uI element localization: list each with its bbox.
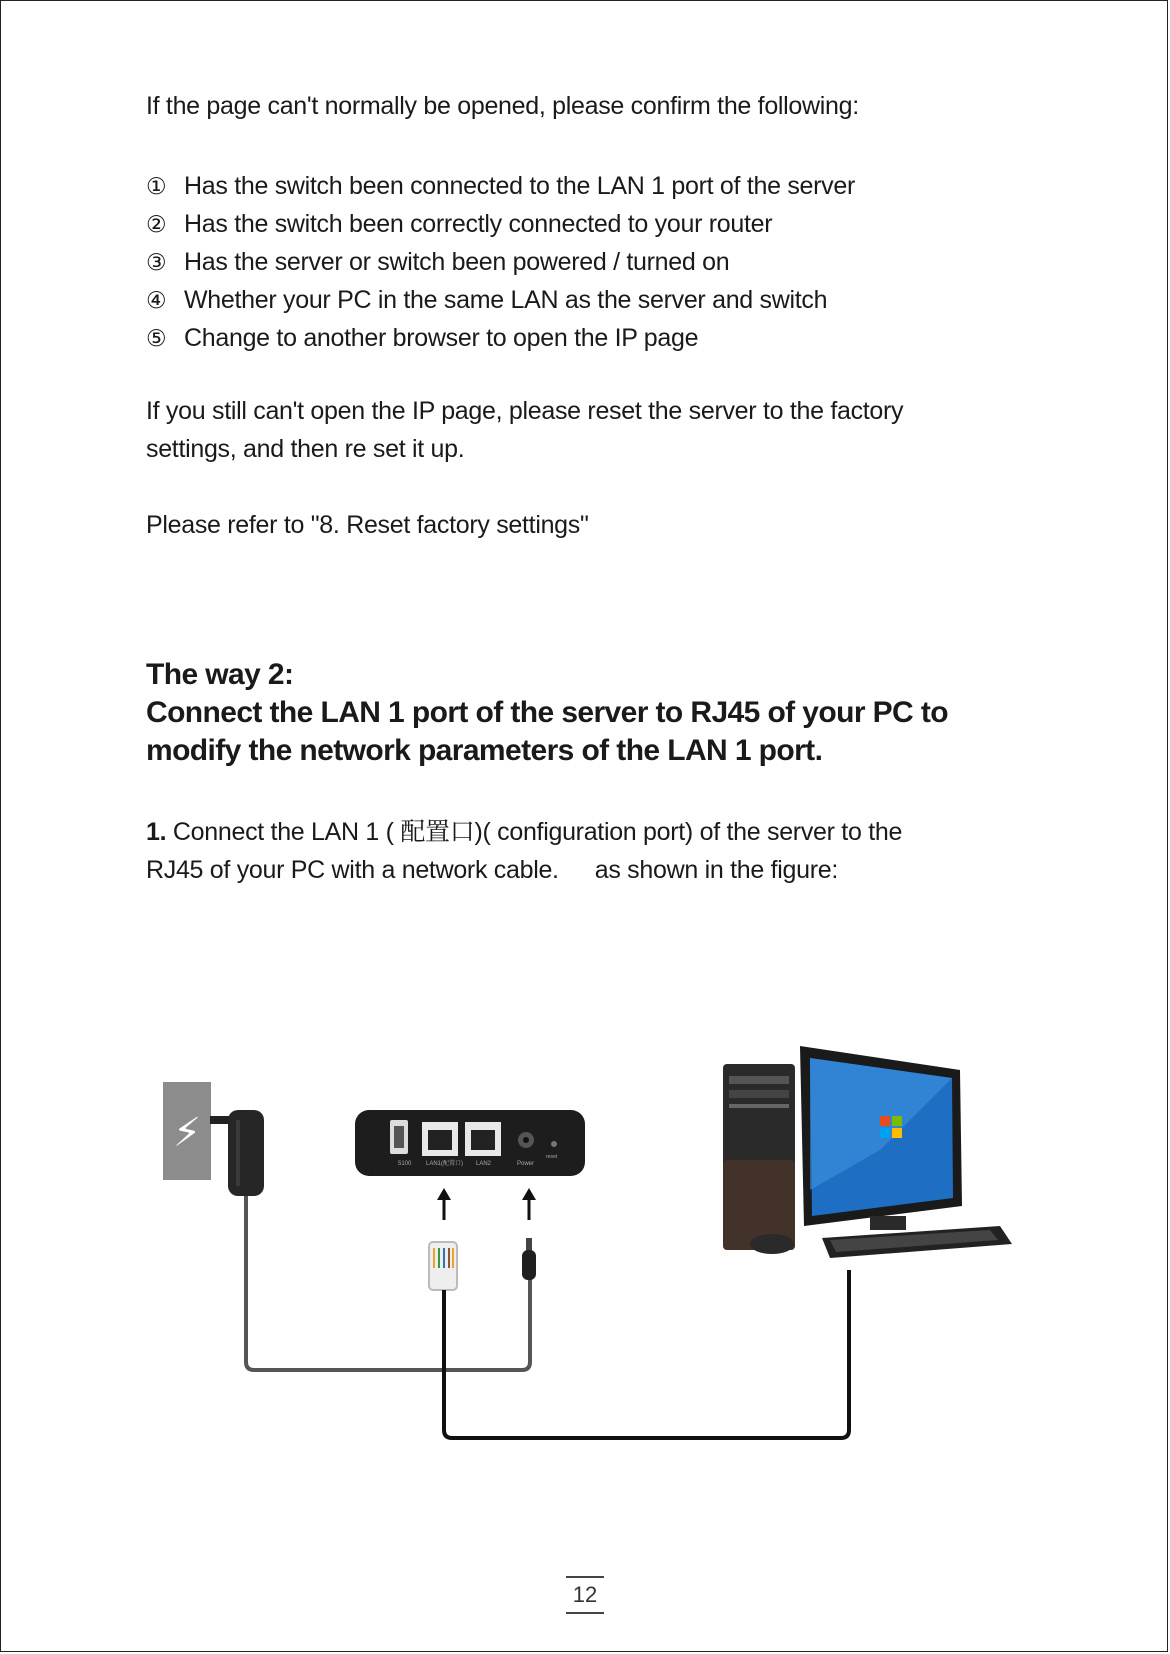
section-subtitle-line2: modify the network parameters of the LAN 1 port. (146, 734, 823, 767)
list-item (146, 281, 855, 319)
reset-note-line2: settings, and then re set it up. (146, 435, 465, 463)
list-item (146, 319, 855, 357)
port-label: LAN1(配置口) (426, 1161, 464, 1167)
step-1 (146, 813, 902, 889)
list-number: ③ (146, 248, 167, 275)
step-1-text-b: as shown in the figure: (594, 856, 838, 884)
connection-diagram (140, 1030, 1020, 1450)
section-heading (146, 656, 948, 770)
power-cable (246, 1196, 530, 1370)
port-label: LAN2 (476, 1161, 492, 1167)
list-number: ④ (146, 286, 167, 313)
section-title: The way 2: (146, 658, 294, 691)
list-number: ① (146, 172, 167, 199)
list-text: Has the switch been connected to the LAN 1 port of the server (184, 171, 855, 200)
pc-tower-icon (723, 1064, 795, 1250)
up-arrow-icon (437, 1188, 451, 1220)
dc-plug-icon (522, 1238, 536, 1280)
keyboard-icon (822, 1226, 1012, 1258)
checklist (146, 167, 855, 357)
reset-note-line1: If you still can't open the IP page, please reset the server to the factory (146, 397, 904, 425)
intro-text: If the page can't normally be opened, please confirm the following: (146, 92, 859, 120)
step-1-line1 (146, 813, 902, 851)
section-subtitle-line1: Connect the LAN 1 port of the server to RJ45 of your PC to (146, 696, 948, 729)
step-1-text-a: RJ45 of your PC with a network cable. (146, 856, 559, 884)
rj45-connector-icon (429, 1242, 457, 1290)
power-socket-icon (163, 1082, 211, 1180)
power-symbol: ⚡ (172, 1110, 202, 1156)
mouse-icon (750, 1234, 794, 1254)
port-label: reset (546, 1154, 558, 1160)
step-number: 1. (146, 818, 167, 846)
power-adapter-icon (210, 1110, 264, 1196)
refer-text: Please refer to "8. Reset factory settings" (146, 511, 589, 539)
list-text: Has the switch been correctly connected to your router (184, 209, 773, 238)
list-item (146, 243, 855, 281)
server-device (355, 1110, 585, 1176)
list-number: ② (146, 210, 167, 237)
network-cable (444, 1270, 849, 1438)
step-1-text: Connect the LAN 1 ( 配置口)( configuration port) of the server to the (166, 818, 903, 846)
list-item (146, 167, 855, 205)
list-number: ⑤ (146, 324, 167, 351)
list-text: Change to another browser to open the IP page (184, 323, 699, 352)
port-label: Power (517, 1161, 535, 1167)
page-number: 12 (566, 1576, 604, 1614)
up-arrow-icon (522, 1188, 536, 1220)
list-text: Has the server or switch been powered / turned on (184, 247, 730, 276)
monitor-icon (800, 1046, 962, 1230)
list-item (146, 205, 855, 243)
step-1-line2 (146, 851, 902, 889)
list-text: Whether your PC in the same LAN as the server and switch (184, 285, 828, 314)
port-label: 5100 (398, 1161, 412, 1167)
